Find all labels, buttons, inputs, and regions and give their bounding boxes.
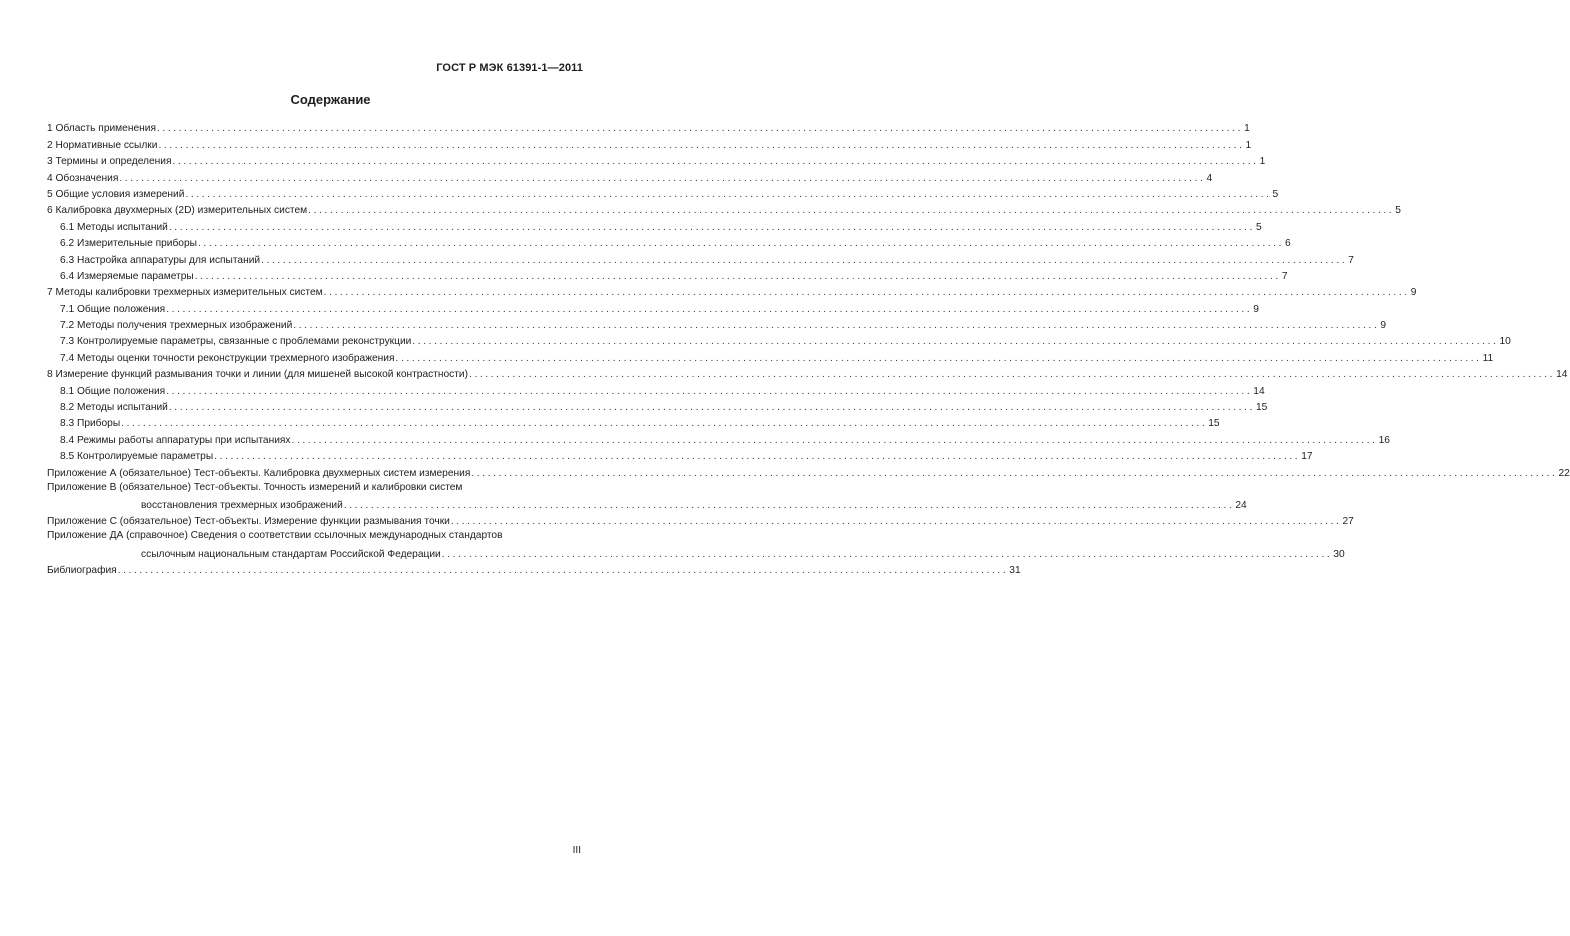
toc-entry-page: 1 [1259, 156, 1266, 168]
toc-entry-label: ссылочным национальным стандартам Российской Федерации [141, 548, 441, 560]
toc-entry-label: 7.2 Методы получения трехмерных изображений [60, 320, 293, 332]
toc-entry-label: 8.4 Режимы работы аппаратуры при испытаниях [60, 434, 291, 446]
toc-entry-label: 2 Нормативные ссылки [47, 139, 158, 151]
toc-entry-page: 5 [1255, 221, 1262, 233]
toc-entry[interactable] [47, 201, 1401, 217]
dot-leader: ........................................................................................................................................................................................................ [214, 451, 1301, 463]
toc-entry[interactable] [47, 135, 1252, 151]
toc-entry[interactable] [47, 299, 1259, 315]
toc-entry-label: Библиография [47, 565, 117, 577]
toc-entry-label: Приложение С (обязательное) Тест-объекты. Измерение функции размывания точки [47, 516, 450, 528]
toc-title: Содержание [290, 92, 371, 107]
toc-entries [47, 119, 1570, 480]
toc-entry-label: 6.3 Настройка аппаратуры для испытаний [60, 254, 261, 266]
toc-entry[interactable] [47, 152, 1266, 168]
toc-entry[interactable] [47, 365, 1568, 381]
toc-entry-page: 7 [1281, 270, 1288, 282]
table-of-contents [47, 119, 1570, 577]
toc-entry-page: 15 [1208, 418, 1220, 430]
dot-leader: ........................................................................................................................................................................................................ [197, 238, 1285, 250]
dot-leader: ........................................................................................................................................................................................................ [168, 402, 1255, 414]
toc-entry-label: восстановления трехмерных изображений [141, 499, 343, 511]
toc-entry-label: 8.2 Методы испытаний [60, 402, 168, 414]
toc-entry[interactable] [47, 398, 1268, 414]
dot-leader: ........................................................................................................................................................................................................ [158, 139, 1245, 151]
toc-entry-label: 7.3 Контролируемые параметры, связанные с проблемами реконструкции [60, 336, 412, 348]
toc-entry-page: 5 [1272, 188, 1279, 200]
toc-entry[interactable] [47, 381, 1265, 397]
toc-entry-page: 11 [1482, 352, 1494, 364]
toc-entry-page: 22 [1558, 467, 1570, 479]
toc-entry-label: 8.1 Общие положения [60, 385, 166, 397]
toc-entry[interactable] [47, 283, 1417, 299]
toc-entry-label: 4 Обозначения [47, 172, 119, 184]
toc-entry-page: 15 [1255, 402, 1268, 414]
toc-entry-appendix-da[interactable] [47, 529, 583, 544]
toc-entry[interactable] [47, 316, 1387, 332]
toc-entry-page: 31 [1009, 565, 1021, 577]
toc-entry-page: 30 [1333, 548, 1345, 560]
dot-leader: .................................................................................................................................................................... [343, 499, 1235, 511]
dot-leader: ........................................................................................................................................................................................................ [261, 254, 1348, 266]
dot-leader: ........................................................................................................................................................................................................ [194, 270, 1281, 282]
toc-entry[interactable] [47, 332, 1511, 348]
toc-entry-page: 5 [1395, 205, 1401, 217]
toc-entry[interactable] [47, 185, 1279, 201]
toc-entry[interactable] [47, 217, 1262, 233]
toc-entry-page: 17 [1301, 451, 1313, 463]
toc-entry-appendix-b-cont[interactable] [47, 496, 1247, 512]
toc-entry-label: Приложение В (обязательное) Тест-объекты. Точность измерений и калибровки систем [47, 481, 463, 493]
dot-leader: ........................................................................................................................................................................................................ [469, 369, 1556, 381]
toc-entry-label: 7.1 Общие положения [60, 303, 166, 315]
toc-entry-page: 16 [1378, 434, 1390, 446]
dot-leader: ........................................................................................................................................................................................................ [166, 303, 1253, 315]
dot-leader: ........................................................................................................................................................................................................ [323, 287, 1410, 299]
dot-leader: ........................................................................................................................................................................................................ [293, 320, 1380, 332]
dot-leader: ........................................................................................................................................................................................................ [185, 188, 1272, 200]
toc-entry-label: 3 Термины и определения [47, 156, 172, 168]
dot-leader: ........................................................................................................................................................................................................ [156, 123, 1244, 135]
dot-leader: ........................................................................................................................................................................................................ [412, 336, 1499, 348]
toc-entry-label: 6.1 Методы испытаний [60, 221, 168, 233]
dot-leader: ........................................................................................................................................................................................................ [471, 467, 1558, 479]
toc-entry-page: 10 [1499, 336, 1511, 348]
toc-entry-label: 8.3 Приборы [60, 418, 121, 430]
toc-entry-page: 1 [1244, 123, 1250, 135]
toc-entry-appendix-b[interactable] [47, 481, 583, 496]
toc-entry-page: 14 [1253, 385, 1265, 397]
dot-leader: ........................................................................................................................................................................................................ [172, 156, 1259, 168]
toc-entry-page: 6 [1285, 238, 1291, 250]
toc-entry-label: 7 Методы калибровки трехмерных измерительных систем [47, 287, 323, 299]
toc-entry-label: 6.4 Измеряемые параметры [60, 270, 194, 282]
toc-entry-label: 1 Область применения [47, 123, 156, 135]
toc-entry-page: 14 [1556, 369, 1568, 381]
toc-entry[interactable] [47, 168, 1213, 184]
dot-leader: ........................................................................................................................................................................................................ [121, 418, 1208, 430]
dot-leader: .................................................................................................................................................................... [450, 516, 1342, 528]
dot-leader: ........................................................................................................................................................................................................ [119, 172, 1206, 184]
dot-leader: .................................................................................................................................................................... [441, 548, 1333, 560]
toc-entry[interactable] [47, 119, 1250, 135]
toc-entry-appendix-c[interactable] [47, 512, 1354, 528]
toc-entry-label: 8 Измерение функций размывания точки и линии (для мишеней высокой контрастности) [47, 369, 469, 381]
toc-entry[interactable] [47, 234, 1291, 250]
dot-leader: ........................................................................................................................................................................................................ [166, 385, 1253, 397]
toc-entry[interactable] [47, 250, 1354, 266]
toc-entry-page: 4 [1206, 172, 1213, 184]
toc-entry-label: 6.2 Измерительные приборы [60, 238, 197, 250]
toc-entry-bibliography[interactable] [47, 561, 1021, 577]
toc-entry-appendix-da-cont[interactable] [47, 544, 1345, 560]
toc-entry-page: 27 [1342, 516, 1354, 528]
dot-leader: ........................................................................................................................................................................................................ [168, 221, 1255, 233]
toc-entry-page: 24 [1235, 499, 1247, 511]
toc-entry[interactable] [47, 414, 1220, 430]
dot-leader: .................................................................................................................................................................... [117, 565, 1009, 577]
toc-entry-page: 7 [1348, 254, 1354, 266]
toc-entry[interactable] [47, 463, 1570, 479]
toc-entry[interactable] [47, 348, 1494, 364]
toc-entry[interactable] [47, 447, 1313, 463]
toc-entry[interactable] [47, 267, 1288, 283]
dot-leader: ........................................................................................................................................................................................................ [308, 205, 1395, 217]
dot-leader: ........................................................................................................................................................................................................ [395, 352, 1482, 364]
toc-entry-label: 7.4 Методы оценки точности реконструкции трехмерного изображения [60, 352, 395, 364]
toc-entry-page: 9 [1380, 320, 1387, 332]
toc-entry-label: Приложение ДА (справочное) Сведения о соответствии ссылочных международных стандартов [47, 530, 503, 542]
document-code: ГОСТ Р МЭК 61391-1—2011 [436, 62, 583, 74]
page-number: III [572, 845, 581, 856]
toc-entry-label: 6 Калибровка двухмерных (2D) измерительных систем [47, 205, 308, 217]
toc-entry-label: 8.5 Контролируемые параметры [60, 451, 214, 463]
toc-entry-label: 5 Общие условия измерений [47, 188, 185, 200]
toc-entry-page: 1 [1245, 139, 1252, 151]
toc-entry-label: Приложение А (обязательное) Тест-объекты. Калибровка двухмерных систем измерения [47, 467, 471, 479]
dot-leader: ........................................................................................................................................................................................................ [291, 434, 1378, 446]
toc-entry-page: 9 [1253, 303, 1259, 315]
toc-entry-page: 9 [1410, 287, 1417, 299]
toc-entry[interactable] [47, 430, 1390, 446]
